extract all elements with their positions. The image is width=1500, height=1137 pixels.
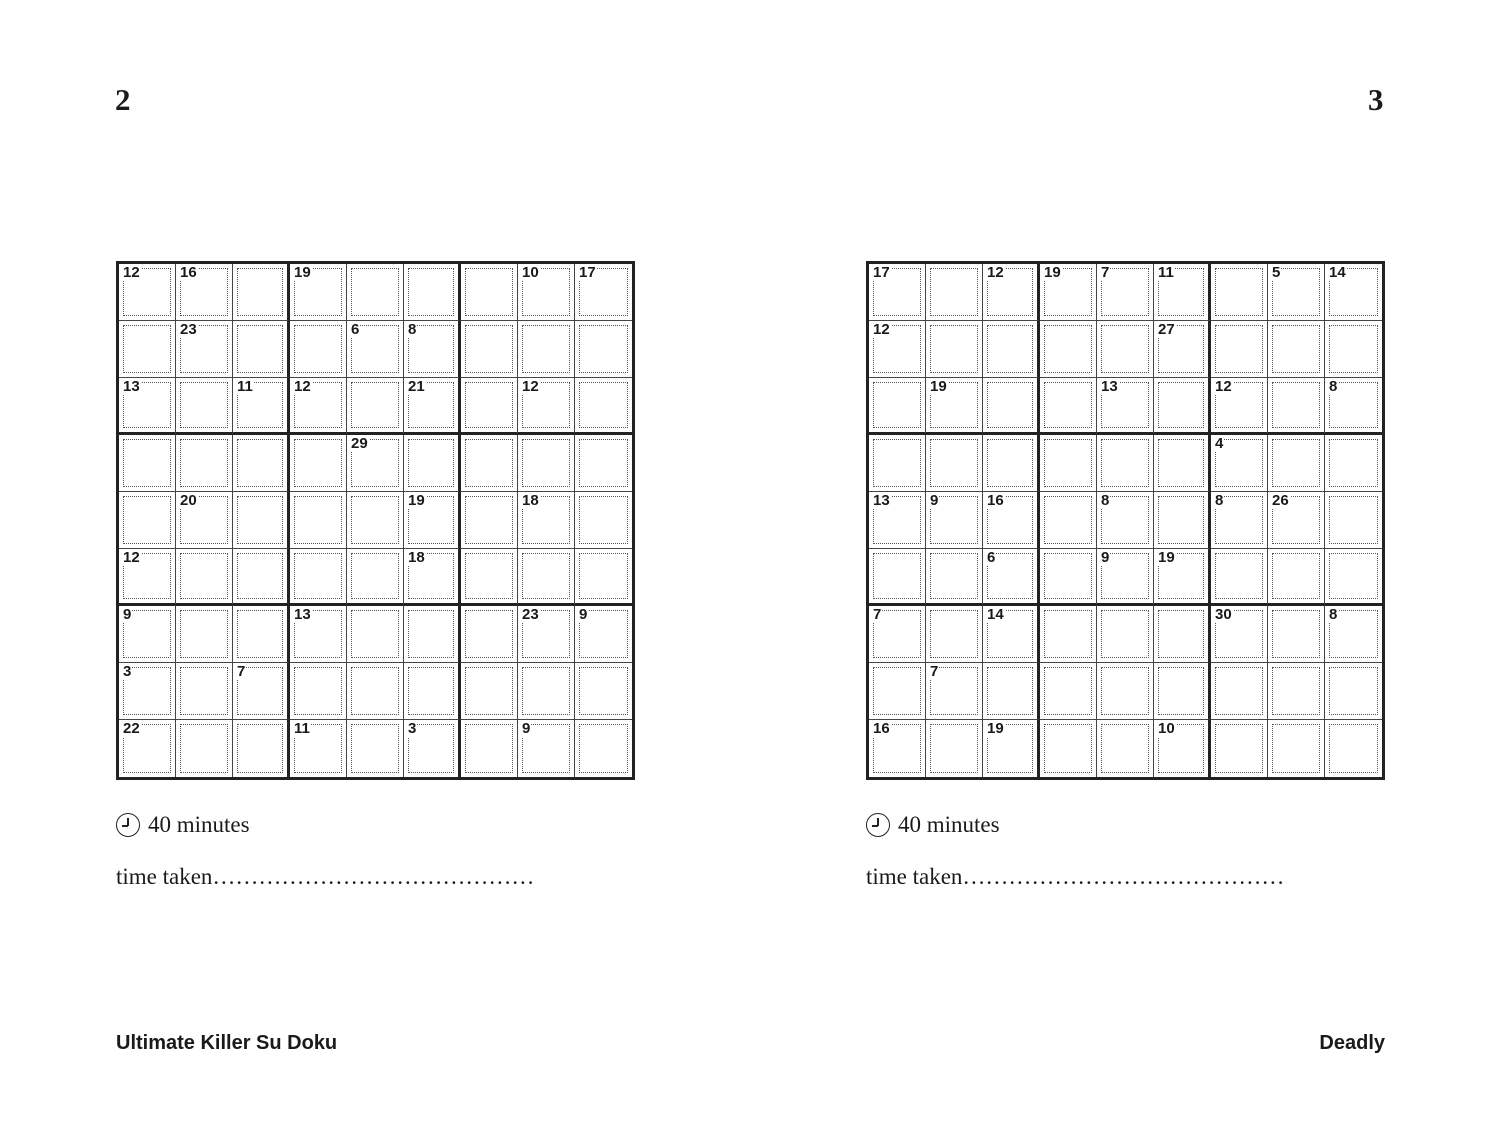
grid-cell: [347, 720, 404, 777]
grid-cell: [233, 378, 290, 435]
grid-cell: [290, 606, 347, 663]
grid-cell: [1097, 435, 1154, 492]
cage-sum-label: 8: [1329, 378, 1338, 395]
grid-cell: [290, 435, 347, 492]
grid-cell: [869, 378, 926, 435]
cage-sum-label: 3: [408, 720, 417, 737]
grid-cell: [1211, 549, 1268, 606]
grid-cell: [119, 321, 176, 378]
grid-cell: [1097, 549, 1154, 606]
cage-sum-label: 10: [522, 264, 539, 281]
grid-cell: [926, 549, 983, 606]
cage-sum-label: 9: [1101, 549, 1110, 566]
cage-sum-label: 17: [579, 264, 596, 281]
grid-cell: [233, 492, 290, 549]
grid-cell: [575, 264, 632, 321]
grid-cell: [926, 435, 983, 492]
cage-sum-label: 6: [351, 321, 360, 338]
grid-cell: [461, 321, 518, 378]
grid-cell: [1040, 264, 1097, 321]
cage-sum-label: 8: [1101, 492, 1110, 509]
page-number-left: 2: [115, 82, 131, 117]
grid-cell: [983, 606, 1040, 663]
grid-cell: [119, 378, 176, 435]
clock-icon: [866, 813, 890, 837]
cage-sum-label: 16: [873, 720, 890, 737]
grid-cell: [575, 606, 632, 663]
grid-cell: [119, 492, 176, 549]
cage-sum-label: 18: [408, 549, 425, 566]
grid-cell: [347, 264, 404, 321]
cage-sum-label: 20: [180, 492, 197, 509]
grid-cell: [518, 492, 575, 549]
page-number-right: 3: [1368, 82, 1384, 117]
cage-sum-label: 14: [987, 606, 1004, 623]
cage-sum-label: 27: [1158, 321, 1175, 338]
grid-cell: [869, 264, 926, 321]
grid-cell: [176, 663, 233, 720]
grid-cell: [983, 720, 1040, 777]
grid-cell: [983, 378, 1040, 435]
grid-cell: [233, 435, 290, 492]
grid-cell: [290, 663, 347, 720]
killer-sudoku-grid-left: [116, 261, 635, 780]
grid-cell: [575, 720, 632, 777]
grid-cell: [926, 606, 983, 663]
cage-sum-label: 8: [1215, 492, 1224, 509]
grid-cell: [290, 549, 347, 606]
grid-cell: [1325, 549, 1382, 606]
cage-sum-label: 3: [123, 663, 132, 680]
grid-cell: [575, 435, 632, 492]
grid-cell: [347, 606, 404, 663]
grid-cell: [404, 549, 461, 606]
grid-cell: [1325, 435, 1382, 492]
grid-cell: [1154, 663, 1211, 720]
grid-cell: [1097, 720, 1154, 777]
grid-cell: [404, 606, 461, 663]
grid-cell: [461, 378, 518, 435]
time-limit-text: 40 minutes: [148, 812, 250, 837]
cage-sum-label: 9: [522, 720, 531, 737]
grid-cell: [575, 663, 632, 720]
grid-cell: [926, 720, 983, 777]
grid-cell: [290, 378, 347, 435]
cage-sum-label: 13: [1101, 378, 1118, 395]
grid-cell: [1154, 321, 1211, 378]
grid-cell: [1040, 435, 1097, 492]
grid-cell: [176, 264, 233, 321]
grid-cell: [233, 720, 290, 777]
cage-sum-label: 23: [180, 321, 197, 338]
grid-cell: [1154, 264, 1211, 321]
grid-cell: [1325, 492, 1382, 549]
time-taken-right: time taken……………………………………: [866, 864, 1285, 889]
grid-cell: [404, 663, 461, 720]
grid-cell: [1040, 378, 1097, 435]
cage-sum-label: 29: [351, 435, 368, 452]
grid-cell: [1211, 435, 1268, 492]
grid-cell: [926, 264, 983, 321]
grid-cell: [176, 720, 233, 777]
grid-cell: [1268, 435, 1325, 492]
cage-sum-label: 12: [987, 264, 1004, 281]
cage-sum-label: 12: [294, 378, 311, 395]
time-limit-text: 40 minutes: [898, 812, 1000, 837]
grid-cell: [176, 549, 233, 606]
grid-cell: [404, 492, 461, 549]
time-limit-right: [866, 810, 1000, 840]
grid-cell: [119, 663, 176, 720]
cage-sum-label: 12: [522, 378, 539, 395]
grid-cell: [461, 549, 518, 606]
grid-cell: [119, 720, 176, 777]
grid-cell: [518, 606, 575, 663]
grid-cell: [869, 492, 926, 549]
cage-sum-label: 17: [873, 264, 890, 281]
grid-cell: [1211, 606, 1268, 663]
grid-cell: [1097, 264, 1154, 321]
grid-cell: [1040, 606, 1097, 663]
cage-sum-label: 5: [1272, 264, 1281, 281]
grid-cell: [1097, 606, 1154, 663]
cage-sum-label: 22: [123, 720, 140, 737]
grid-cell: [983, 264, 1040, 321]
grid-cell: [233, 606, 290, 663]
grid-cell: [575, 378, 632, 435]
cage-sum-label: 26: [1272, 492, 1289, 509]
grid-cell: [518, 720, 575, 777]
grid-cell: [1325, 720, 1382, 777]
cage-sum-label: 11: [237, 378, 253, 395]
cage-sum-label: 4: [1215, 435, 1224, 452]
grid-cell: [575, 549, 632, 606]
grid-cell: [869, 549, 926, 606]
grid-cell: [233, 321, 290, 378]
grid-cell: [461, 720, 518, 777]
cage-sum-label: 12: [1215, 378, 1232, 395]
grid-cell: [983, 549, 1040, 606]
grid-cell: [1325, 264, 1382, 321]
grid-cell: [1268, 549, 1325, 606]
footer-book-title: Ultimate Killer Su Doku: [116, 1032, 338, 1054]
grid-cell: [233, 549, 290, 606]
grid-cell: [347, 321, 404, 378]
cage-sum-label: 21: [408, 378, 425, 395]
grid-cell: [1097, 378, 1154, 435]
grid-cell: [461, 663, 518, 720]
grid-cell: [176, 435, 233, 492]
cage-sum-label: 7: [930, 663, 939, 680]
grid-cell: [1040, 720, 1097, 777]
cage-sum-label: 7: [873, 606, 882, 623]
grid-cell: [404, 321, 461, 378]
cage-sum-label: 12: [873, 321, 890, 338]
cage-sum-label: 9: [930, 492, 939, 509]
grid-cell: [1154, 435, 1211, 492]
grid-cell: [347, 549, 404, 606]
cage-sum-label: 19: [1044, 264, 1061, 281]
cage-sum-label: 8: [408, 321, 417, 338]
grid-cell: [1154, 606, 1211, 663]
grid-cell: [1097, 492, 1154, 549]
grid-cell: [1211, 720, 1268, 777]
cage-sum-label: 13: [873, 492, 890, 509]
grid-cell: [119, 549, 176, 606]
grid-cell: [926, 663, 983, 720]
grid-cell: [518, 663, 575, 720]
grid-cell: [518, 435, 575, 492]
grid-cell: [869, 606, 926, 663]
grid-cell: [119, 264, 176, 321]
grid-cell: [1325, 321, 1382, 378]
cage-sum-label: 9: [579, 606, 588, 623]
grid-cell: [983, 663, 1040, 720]
grid-cell: [461, 492, 518, 549]
cage-sum-label: 11: [1158, 264, 1174, 281]
grid-cell: [1268, 321, 1325, 378]
cage-sum-label: 16: [987, 492, 1004, 509]
time-taken-left: time taken……………………………………: [116, 864, 535, 889]
cage-sum-label: 6: [987, 549, 996, 566]
cage-sum-label: 14: [1329, 264, 1346, 281]
grid-cell: [869, 720, 926, 777]
cage-sum-label: 12: [123, 549, 140, 566]
grid-cell: [461, 264, 518, 321]
grid-cell: [1097, 663, 1154, 720]
grid-cell: [1211, 663, 1268, 720]
grid-cell: [1211, 264, 1268, 321]
grid-cell: [869, 321, 926, 378]
cage-sum-label: 12: [123, 264, 140, 281]
grid-cell: [119, 606, 176, 663]
grid-cell: [1325, 606, 1382, 663]
grid-cell: [347, 663, 404, 720]
grid-cell: [1211, 492, 1268, 549]
grid-cell: [1325, 663, 1382, 720]
grid-cell: [1211, 321, 1268, 378]
grid-cell: [176, 492, 233, 549]
grid-cell: [1040, 663, 1097, 720]
grid-cell: [926, 378, 983, 435]
cage-sum-label: 13: [294, 606, 311, 623]
grid-cell: [404, 264, 461, 321]
cage-sum-label: 19: [987, 720, 1004, 737]
grid-cell: [404, 435, 461, 492]
grid-cell: [518, 549, 575, 606]
grid-cell: [518, 378, 575, 435]
grid-cell: [869, 663, 926, 720]
grid-cell: [176, 606, 233, 663]
grid-cell: [119, 435, 176, 492]
grid-cell: [1325, 378, 1382, 435]
cage-sum-label: 16: [180, 264, 197, 281]
grid-cell: [926, 321, 983, 378]
grid-cell: [926, 492, 983, 549]
grid-cell: [575, 492, 632, 549]
time-limit-left: [116, 810, 250, 840]
grid-cell: [1154, 378, 1211, 435]
cage-sum-label: 7: [1101, 264, 1110, 281]
grid-cell: [1040, 321, 1097, 378]
cage-sum-label: 10: [1158, 720, 1175, 737]
cage-sum-label: 19: [930, 378, 947, 395]
grid-cell: [1040, 549, 1097, 606]
footer-difficulty: Deadly: [1319, 1032, 1385, 1054]
grid-cell: [1268, 663, 1325, 720]
grid-cell: [1268, 492, 1325, 549]
grid-cell: [290, 720, 347, 777]
grid-cell: [983, 321, 1040, 378]
grid-cell: [983, 435, 1040, 492]
grid-cell: [404, 720, 461, 777]
grid-cell: [347, 435, 404, 492]
clock-icon: [116, 813, 140, 837]
grid-cell: [1154, 492, 1211, 549]
grid-cell: [1268, 264, 1325, 321]
grid-cell: [290, 264, 347, 321]
killer-sudoku-grid-right: [866, 261, 1385, 780]
cage-sum-label: 8: [1329, 606, 1338, 623]
grid-cell: [1154, 549, 1211, 606]
grid-cell: [983, 492, 1040, 549]
grid-cell: [1268, 378, 1325, 435]
cage-sum-label: 19: [408, 492, 425, 509]
cage-sum-label: 9: [123, 606, 132, 623]
grid-cell: [461, 435, 518, 492]
grid-cell: [176, 321, 233, 378]
cage-sum-label: 19: [1158, 549, 1175, 566]
grid-cell: [1154, 720, 1211, 777]
grid-cell: [869, 435, 926, 492]
grid-cell: [1268, 606, 1325, 663]
grid-cell: [518, 321, 575, 378]
grid-cell: [1040, 492, 1097, 549]
cage-sum-label: 13: [123, 378, 140, 395]
grid-cell: [1268, 720, 1325, 777]
grid-cell: [176, 378, 233, 435]
grid-cell: [1211, 378, 1268, 435]
grid-cell: [1097, 321, 1154, 378]
grid-cell: [575, 321, 632, 378]
grid-cell: [518, 264, 575, 321]
grid-cell: [290, 321, 347, 378]
cage-sum-label: 19: [294, 264, 311, 281]
grid-cell: [233, 663, 290, 720]
cage-sum-label: 11: [294, 720, 310, 737]
grid-cell: [347, 492, 404, 549]
grid-cell: [347, 378, 404, 435]
grid-cell: [461, 606, 518, 663]
cage-sum-label: 7: [237, 663, 246, 680]
grid-cell: [290, 492, 347, 549]
cage-sum-label: 18: [522, 492, 539, 509]
cage-sum-label: 23: [522, 606, 539, 623]
cage-sum-label: 30: [1215, 606, 1232, 623]
grid-cell: [404, 378, 461, 435]
grid-cell: [233, 264, 290, 321]
